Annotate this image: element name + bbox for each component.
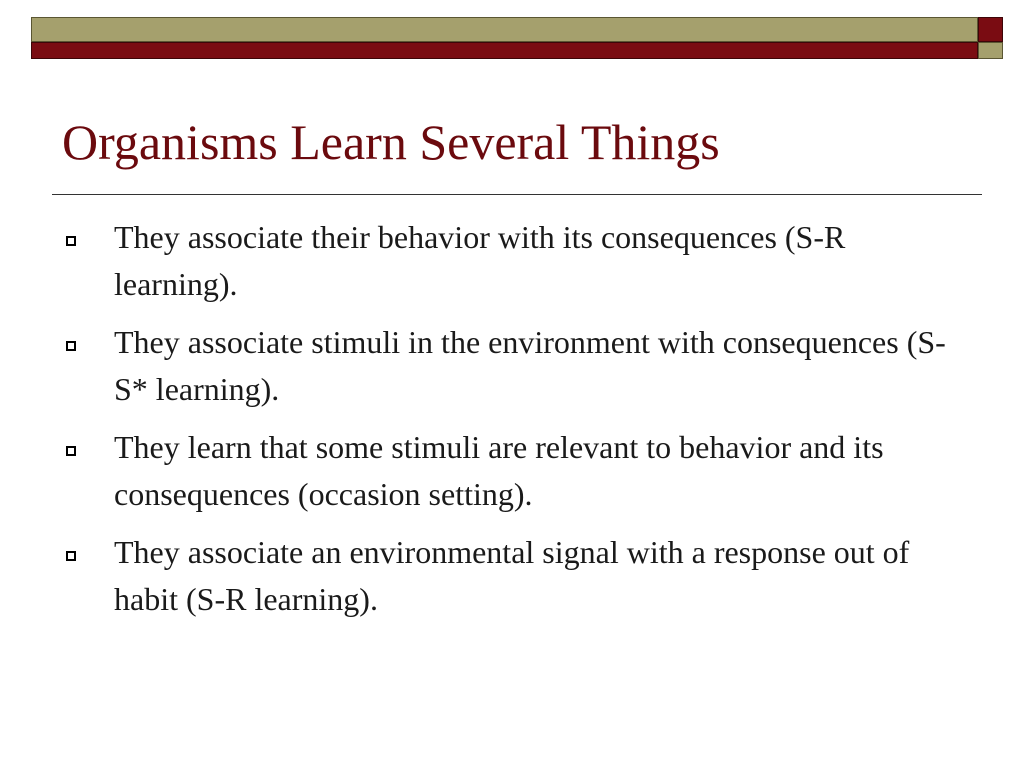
header-maroon-bar xyxy=(31,42,978,59)
list-item xyxy=(62,319,982,413)
bullet-text: They associate stimuli in the environment with consequences (S-S* learning). xyxy=(114,324,946,407)
header-maroon-square xyxy=(978,17,1003,42)
title-divider xyxy=(52,194,982,195)
slide-title: Organisms Learn Several Things xyxy=(62,114,720,170)
bullet-text: They associate an environmental signal with a response out of habit (S-R learning). xyxy=(114,534,910,617)
hollow-square-icon xyxy=(66,551,76,561)
list-item xyxy=(62,214,982,308)
hollow-square-icon xyxy=(66,446,76,456)
bullet-text: They learn that some stimuli are relevant to behavior and its consequences (occasion setting). xyxy=(114,429,884,512)
header-olive-bar xyxy=(31,17,978,42)
hollow-square-icon xyxy=(66,236,76,246)
list-item xyxy=(62,529,982,623)
bullet-text: They associate their behavior with its consequences (S-R learning). xyxy=(114,219,846,302)
header-olive-square xyxy=(978,42,1003,59)
list-item xyxy=(62,424,982,518)
hollow-square-icon xyxy=(66,341,76,351)
bullet-list xyxy=(62,214,982,634)
